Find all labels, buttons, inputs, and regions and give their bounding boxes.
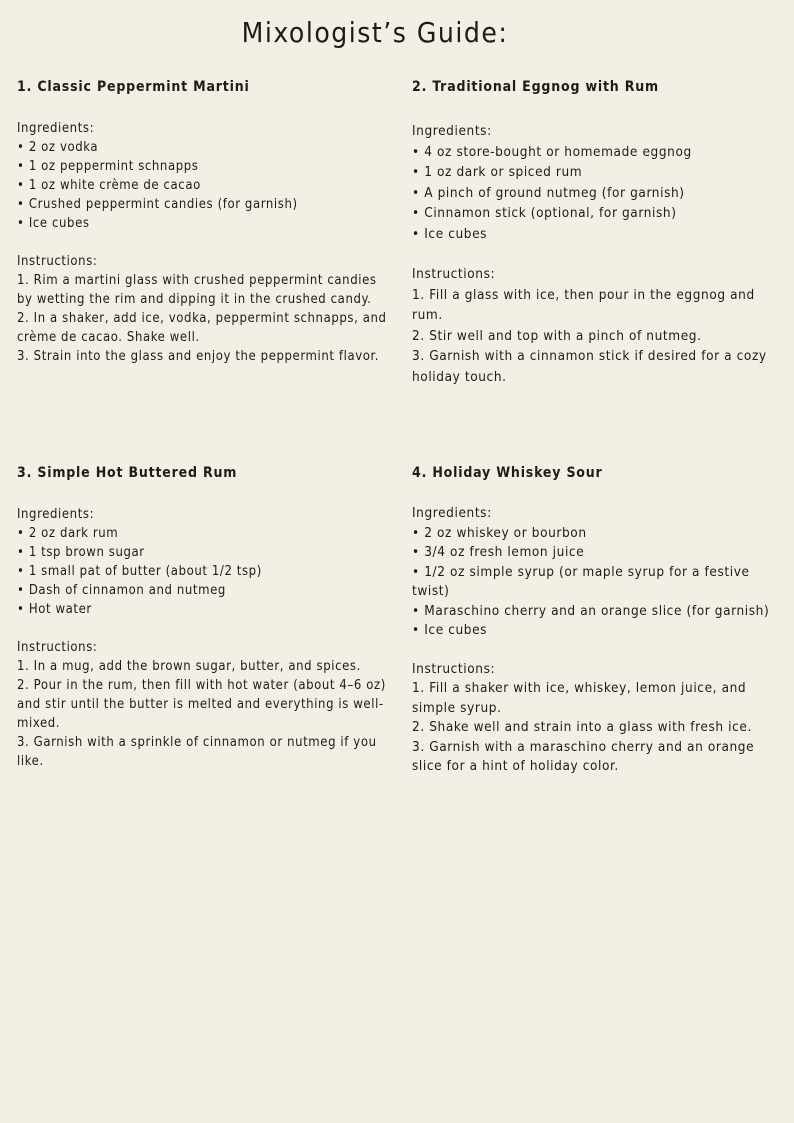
- ingredient-item: • 2 oz vodka: [17, 138, 389, 157]
- instruction-step: 2. Stir well and top with a pinch of nutmeg.: [412, 327, 702, 344]
- instruction-step: 1. Fill a glass with ice, then pour in the eggnog and rum.: [412, 286, 755, 323]
- ingredients-label: Ingredients:: [17, 507, 95, 522]
- instruction-step: 1. In a mug, add the brown sugar, butter, and spices.: [17, 659, 361, 674]
- recipe-card-hot-buttered-rum: [17, 465, 389, 771]
- ingredients-label: Ingredients:: [17, 121, 95, 136]
- recipe-card-peppermint-martini: [17, 79, 389, 366]
- instruction-step: 3. Strain into the glass and enjoy the peppermint flavor.: [17, 349, 380, 364]
- instructions-label: Instructions:: [17, 640, 98, 655]
- ingredient-item: • 2 oz dark rum: [17, 524, 389, 543]
- ingredient-item: • Ice cubes: [17, 214, 389, 233]
- ingredients-label: Ingredients:: [412, 505, 492, 521]
- instructions-label: Instructions:: [412, 266, 496, 282]
- instructions-label: Instructions:: [17, 254, 98, 269]
- ingredient-item: • 1 oz peppermint schnapps: [17, 157, 389, 176]
- ingredient-item: • Ice cubes: [412, 224, 786, 245]
- ingredients-list: [412, 524, 786, 641]
- instructions-list: [17, 271, 389, 366]
- ingredient-item: • A pinch of ground nutmeg (for garnish): [412, 183, 786, 204]
- recipe-card-eggnog-rum: [412, 79, 786, 387]
- instruction-step: 2. Pour in the rum, then fill with hot water (about 4–6 oz) and stir until the butter is melted and everything is well-mixed.: [17, 678, 386, 731]
- ingredient-item: • 1 tsp brown sugar: [17, 543, 389, 562]
- instruction-step: 1. Fill a shaker with ice, whiskey, lemon juice, and simple syrup.: [412, 680, 747, 716]
- ingredients-label: Ingredients:: [412, 123, 492, 139]
- instruction-step: 2. Shake well and strain into a glass with fresh ice.: [412, 719, 752, 735]
- ingredients-list: [412, 142, 786, 245]
- instruction-step: 3. Garnish with a maraschino cherry and an orange slice for a hint of holiday color.: [412, 738, 755, 774]
- ingredient-item: • 1 oz white crème de cacao: [17, 176, 389, 195]
- ingredient-item: • Maraschino cherry and an orange slice (for garnish): [412, 602, 786, 622]
- recipe-title: 2. Traditional Eggnog with Rum: [412, 79, 659, 95]
- ingredient-item: • 3/4 oz fresh lemon juice: [412, 543, 786, 563]
- instruction-step: 2. In a shaker, add ice, vodka, peppermint schnapps, and crème de cacao. Shake well.: [17, 311, 387, 345]
- ingredient-item: • Crushed peppermint candies (for garnish): [17, 195, 389, 214]
- ingredient-item: • 1 oz dark or spiced rum: [412, 162, 786, 183]
- instruction-step: 3. Garnish with a cinnamon stick if desired for a cozy holiday touch.: [412, 348, 767, 385]
- instructions-label: Instructions:: [412, 660, 496, 677]
- instruction-step: 3. Garnish with a sprinkle of cinnamon or nutmeg if you like.: [17, 735, 377, 769]
- ingredient-item: • Hot water: [17, 600, 389, 619]
- page-title: Mixologist’s Guide:: [241, 16, 509, 49]
- instructions-list: [412, 679, 786, 777]
- ingredients-list: [17, 524, 389, 619]
- recipe-title: 1. Classic Peppermint Martini: [17, 79, 250, 95]
- ingredients-list: [17, 138, 389, 233]
- instructions-list: [17, 657, 389, 771]
- ingredient-item: • 2 oz whiskey or bourbon: [412, 524, 786, 544]
- recipe-title: 3. Simple Hot Buttered Rum: [17, 465, 238, 481]
- ingredient-item: • 4 oz store-bought or homemade eggnog: [412, 142, 786, 163]
- ingredient-item: • 1/2 oz simple syrup (or maple syrup for a festive twist): [412, 563, 786, 602]
- ingredient-item: • Dash of cinnamon and nutmeg: [17, 581, 389, 600]
- instructions-list: [412, 285, 786, 388]
- recipe-card-whiskey-sour: [412, 465, 786, 777]
- ingredient-item: • 1 small pat of butter (about 1/2 tsp): [17, 562, 389, 581]
- instruction-step: 1. Rim a martini glass with crushed peppermint candies by wetting the rim and dipping it in the crushed candy.: [17, 273, 377, 307]
- ingredient-item: • Ice cubes: [412, 621, 786, 641]
- ingredient-item: • Cinnamon stick (optional, for garnish): [412, 203, 786, 224]
- recipe-title: 4. Holiday Whiskey Sour: [412, 465, 603, 481]
